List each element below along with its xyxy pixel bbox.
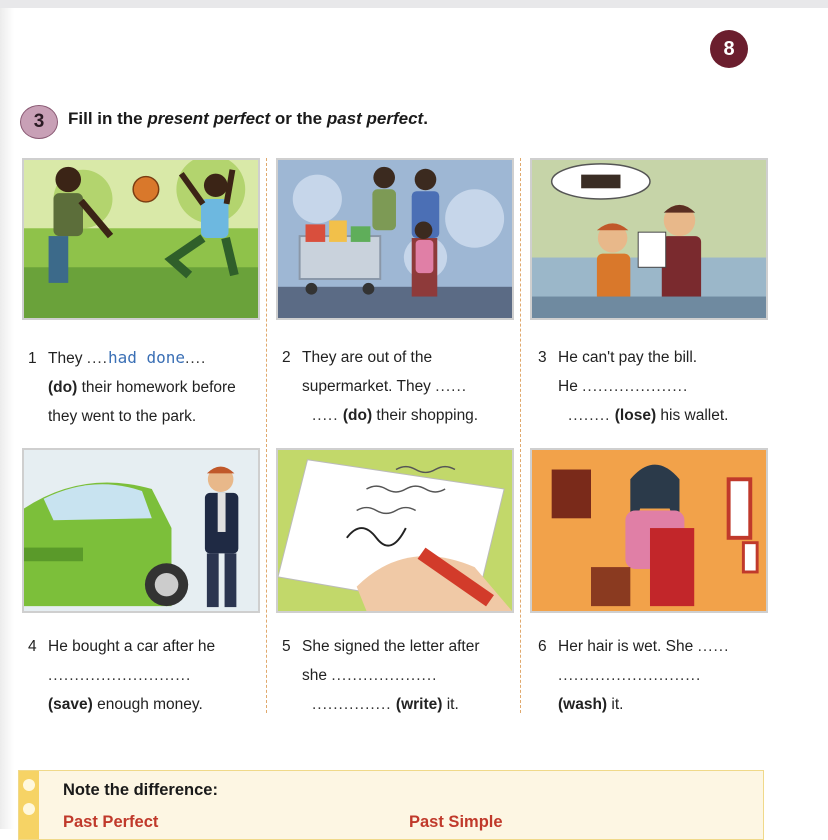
exercise-number-badge: 3 <box>20 105 58 139</box>
blank-dots: ........ <box>568 407 611 424</box>
item-text: She signed the letter after <box>302 638 480 655</box>
picture-girl-wet-hair <box>530 448 768 613</box>
item-2 <box>282 343 518 430</box>
blank-dots: .................... <box>331 667 438 684</box>
item-text: He can't pay the bill. <box>558 349 698 366</box>
item-text: it. <box>442 696 459 713</box>
filled-answer: had done <box>108 348 186 367</box>
item-4 <box>28 632 264 719</box>
exercise-instruction: Fill in the present perfect or the past perfect. <box>68 109 428 128</box>
column-divider <box>520 158 521 713</box>
item-text: Her hair is wet. She <box>558 638 698 655</box>
item-5 <box>282 632 518 719</box>
picture-boys-playing-ball <box>22 158 260 320</box>
column-divider <box>266 158 267 713</box>
item-text: their shopping. <box>372 407 479 424</box>
blank-dots: ............... <box>312 696 392 713</box>
item-text: He bought a car after he <box>48 638 216 655</box>
note-bullet-icon <box>23 803 35 815</box>
top-edge <box>0 0 828 8</box>
item-text: enough money. <box>92 696 203 713</box>
item-1 <box>28 343 264 431</box>
picture-family-shopping <box>276 158 514 320</box>
verb-hint: (save) <box>48 696 93 713</box>
verb-hint: (do) <box>342 407 373 424</box>
verb-hint: (lose) <box>614 407 657 424</box>
item-number: 3 <box>538 349 547 366</box>
note-col-past-perfect: Past Perfect <box>63 813 159 831</box>
item-number: 1 <box>28 350 37 367</box>
blank-dots: ...... <box>697 638 730 655</box>
item-text: it. <box>607 696 624 713</box>
item-text: his wallet. <box>656 407 729 424</box>
blank-dots: ........................... <box>558 667 702 684</box>
item-text: she <box>302 667 332 684</box>
blank-dots: .... <box>86 350 108 367</box>
blank-dots: ...... <box>435 378 468 395</box>
page-gutter <box>0 8 14 829</box>
item-text: They are out of the <box>302 349 433 366</box>
page-number-badge: 8 <box>710 30 748 68</box>
blank-dots: ........................... <box>48 667 192 684</box>
verb-hint: (do) <box>48 379 78 396</box>
item-number: 6 <box>538 638 547 655</box>
note-box <box>18 770 764 840</box>
blank-dots: .... <box>185 350 207 367</box>
verb-hint: (wash) <box>558 696 608 713</box>
picture-man-cant-pay-bill <box>530 158 768 320</box>
item-number: 2 <box>282 349 291 366</box>
note-bullet-icon <box>23 779 35 791</box>
item-text: their homework before <box>77 379 236 396</box>
item-number: 4 <box>28 638 37 655</box>
verb-hint: (write) <box>395 696 443 713</box>
blank-dots: .................... <box>582 378 689 395</box>
picture-man-with-new-car <box>22 448 260 613</box>
blank-dots: ..... <box>312 407 339 424</box>
item-number: 5 <box>282 638 291 655</box>
item-3 <box>538 343 774 430</box>
item-6 <box>538 632 774 719</box>
item-text: supermarket. They <box>302 378 436 395</box>
item-text: They <box>48 350 87 367</box>
note-col-past-simple: Past Simple <box>409 813 503 831</box>
item-text: they went to the park. <box>48 408 197 425</box>
picture-signing-letter <box>276 448 514 613</box>
note-title: Note the difference: <box>63 781 218 799</box>
item-text: He <box>558 378 583 395</box>
